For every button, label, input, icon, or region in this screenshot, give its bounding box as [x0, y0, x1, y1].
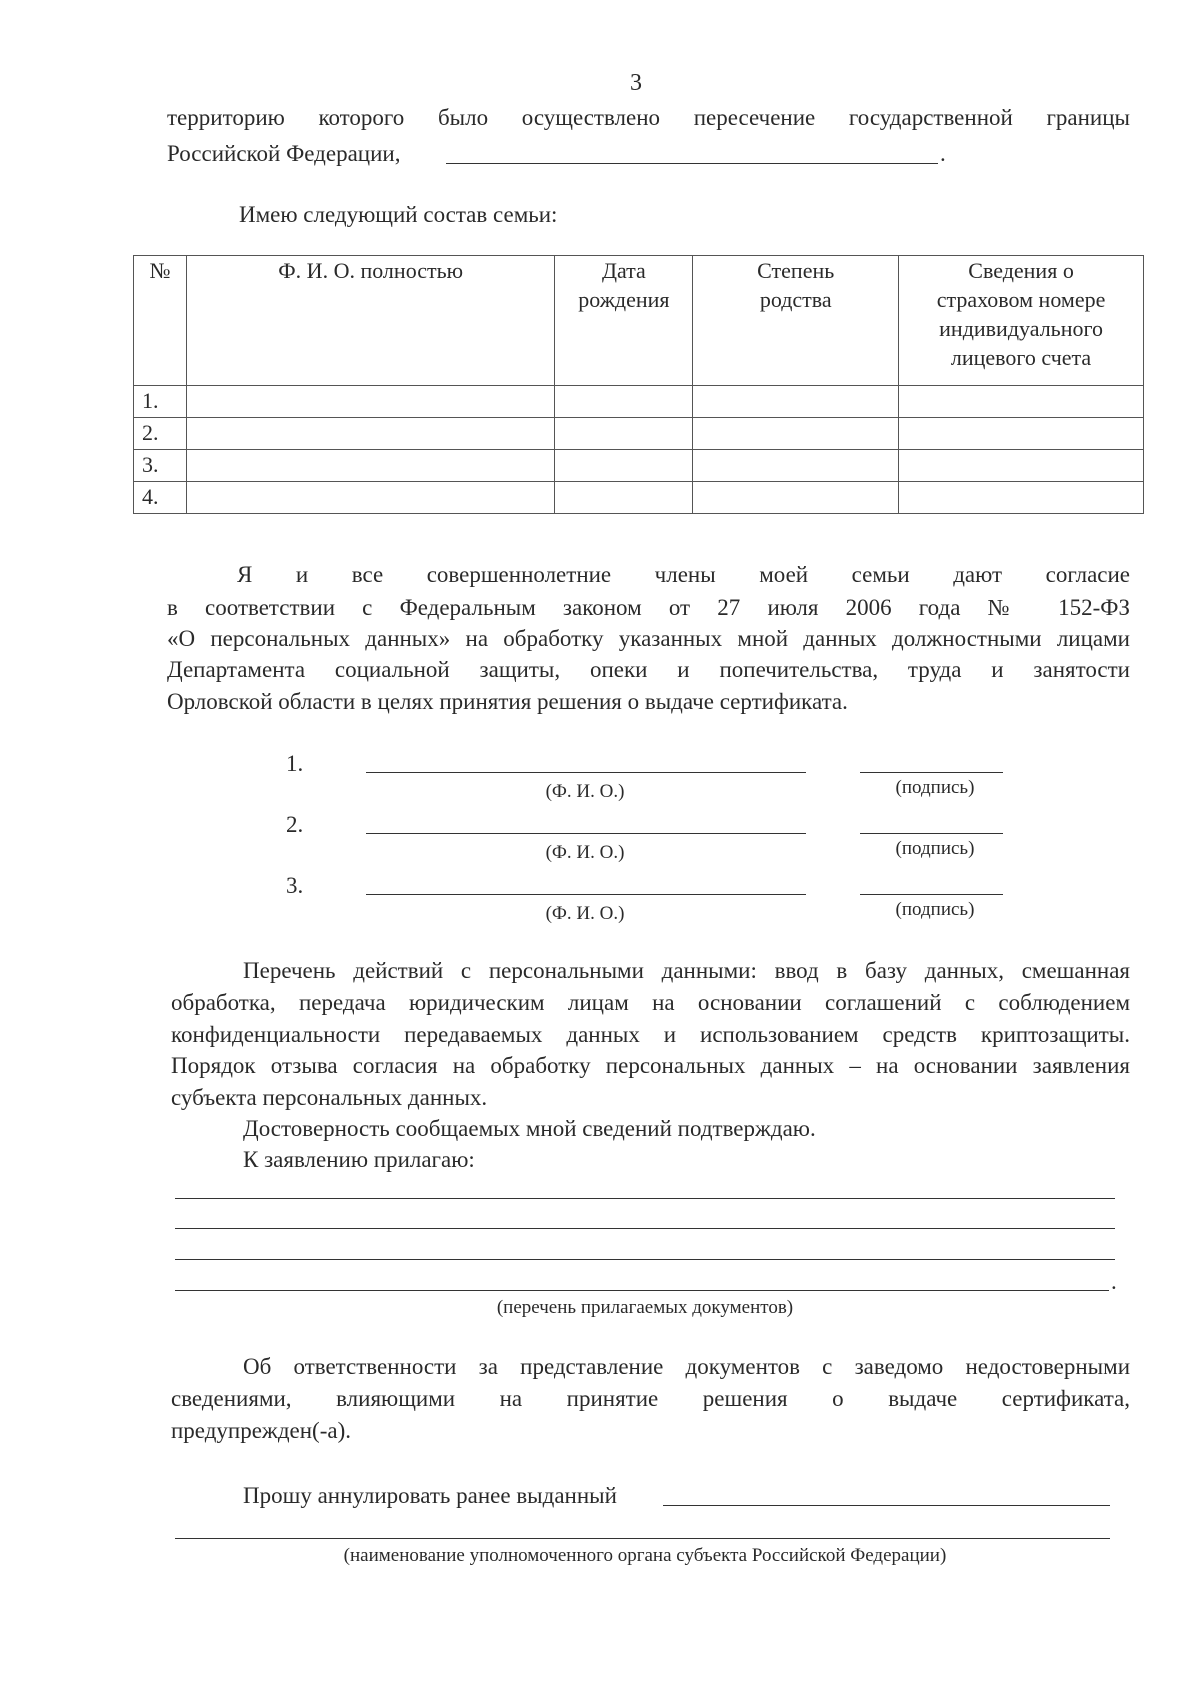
actions-line: субъекта персональных данных. — [171, 1085, 488, 1110]
fio-caption: (Ф. И. О.) — [545, 903, 625, 924]
fio-caption: (Ф. И. О.) — [545, 842, 625, 863]
table-row — [134, 386, 1144, 418]
header-relation: Степень родства — [693, 256, 899, 386]
actions-line: конфиденциальности передаваемых данных и использованием средств криптозащиты. — [171, 1022, 1130, 1047]
relation-cell[interactable] — [693, 482, 899, 514]
family-table-header — [134, 256, 1144, 386]
border-crossing-field[interactable] — [446, 163, 938, 164]
relation-cell[interactable] — [693, 386, 899, 418]
table-row — [134, 482, 1144, 514]
responsibility-line: сведениями, влияющими на принятие решения о выдаче сертификата, — [171, 1386, 1130, 1411]
signature-sign-field[interactable] — [860, 894, 1003, 895]
relation-cell[interactable] — [693, 418, 899, 450]
signature-number: 2. — [286, 812, 304, 837]
attachment-field[interactable] — [175, 1290, 1109, 1291]
consent-line: Я и все совершеннолетние члены моей семьи дают согласие — [237, 562, 1130, 587]
table-row — [134, 450, 1144, 482]
annul-caption: (наименование уполномоченного органа субъекта Российской Федерации) — [343, 1545, 947, 1566]
intro-line-2-end: . — [940, 141, 946, 166]
annul-line: Прошу аннулировать ранее выданный — [243, 1483, 617, 1508]
row-number: 1. — [134, 386, 187, 418]
intro-line-2-prefix: Российской Федерации, — [167, 141, 401, 166]
page-number: 3 — [630, 70, 642, 96]
confirm-line: Достоверность сообщаемых мной сведений подтверждаю. — [243, 1116, 816, 1141]
snils-cell[interactable] — [899, 418, 1144, 450]
actions-line: Порядок отзыва согласия на обработку персональных данных – на основании заявления — [171, 1053, 1130, 1078]
annul-authority-field[interactable] — [175, 1538, 1110, 1539]
row-number: 2. — [134, 418, 187, 450]
fio-cell[interactable] — [186, 450, 554, 482]
row-number: 4. — [134, 482, 187, 514]
signature-sign-field[interactable] — [860, 833, 1003, 834]
signature-number: 3. — [286, 873, 304, 898]
snils-cell[interactable] — [899, 450, 1144, 482]
family-table — [133, 255, 1144, 514]
fio-caption: (Ф. И. О.) — [545, 781, 625, 802]
fio-cell[interactable] — [186, 386, 554, 418]
birth-date-cell[interactable] — [555, 418, 693, 450]
actions-line: Перечень действий с персональными данными: ввод в базу данных, смешанная — [243, 958, 1130, 983]
signature-fio-field[interactable] — [366, 894, 806, 895]
header-fio: Ф. И. О. полностью — [186, 256, 554, 386]
snils-cell[interactable] — [899, 482, 1144, 514]
sign-caption: (подпись) — [895, 777, 975, 798]
attach-end: . — [1111, 1269, 1117, 1294]
family-heading: Имею следующий состав семьи: — [239, 202, 558, 227]
responsibility-line: предупрежден(-а). — [171, 1418, 351, 1443]
header-num: № — [134, 256, 187, 386]
header-birth-date: Дата рождения — [555, 256, 693, 386]
signature-fio-field[interactable] — [366, 772, 806, 773]
sign-caption: (подпись) — [895, 838, 975, 859]
signature-fio-field[interactable] — [366, 833, 806, 834]
attachment-field[interactable] — [175, 1228, 1115, 1229]
relation-cell[interactable] — [693, 450, 899, 482]
sign-caption: (подпись) — [895, 899, 975, 920]
birth-date-cell[interactable] — [555, 482, 693, 514]
annul-certificate-field[interactable] — [663, 1505, 1110, 1506]
actions-line: обработка, передача юридическим лицам на основании соглашений с соблюдением — [171, 990, 1130, 1015]
header-snils: Сведения о страховом номере индивидуального лицевого счета — [899, 256, 1144, 386]
snils-cell[interactable] — [899, 386, 1144, 418]
responsibility-line: Об ответственности за представление документов с заведомо недостоверными — [243, 1354, 1130, 1379]
birth-date-cell[interactable] — [555, 450, 693, 482]
consent-line: в соответствии с Федеральным законом от 27 июля 2006 года № 152-ФЗ — [167, 595, 1130, 620]
attach-line: К заявлению прилагаю: — [243, 1147, 475, 1172]
attachment-field[interactable] — [175, 1259, 1115, 1260]
birth-date-cell[interactable] — [555, 386, 693, 418]
attach-caption: (перечень прилагаемых документов) — [496, 1297, 794, 1318]
signature-number: 1. — [286, 751, 304, 776]
fio-cell[interactable] — [186, 482, 554, 514]
consent-line: Департамента социальной защиты, опеки и попечительства, труда и занятости — [167, 657, 1130, 682]
fio-cell[interactable] — [186, 418, 554, 450]
consent-line: Орловской области в целях принятия решения о выдаче сертификата. — [167, 689, 848, 714]
signature-sign-field[interactable] — [860, 772, 1003, 773]
consent-line: «О персональных данных» на обработку указанных мной данных должностными лицами — [167, 626, 1130, 651]
table-row — [134, 418, 1144, 450]
intro-line-1: территорию которого было осуществлено пересечение государственной границы — [167, 105, 1130, 130]
row-number: 3. — [134, 450, 187, 482]
attachment-field[interactable] — [175, 1198, 1115, 1199]
